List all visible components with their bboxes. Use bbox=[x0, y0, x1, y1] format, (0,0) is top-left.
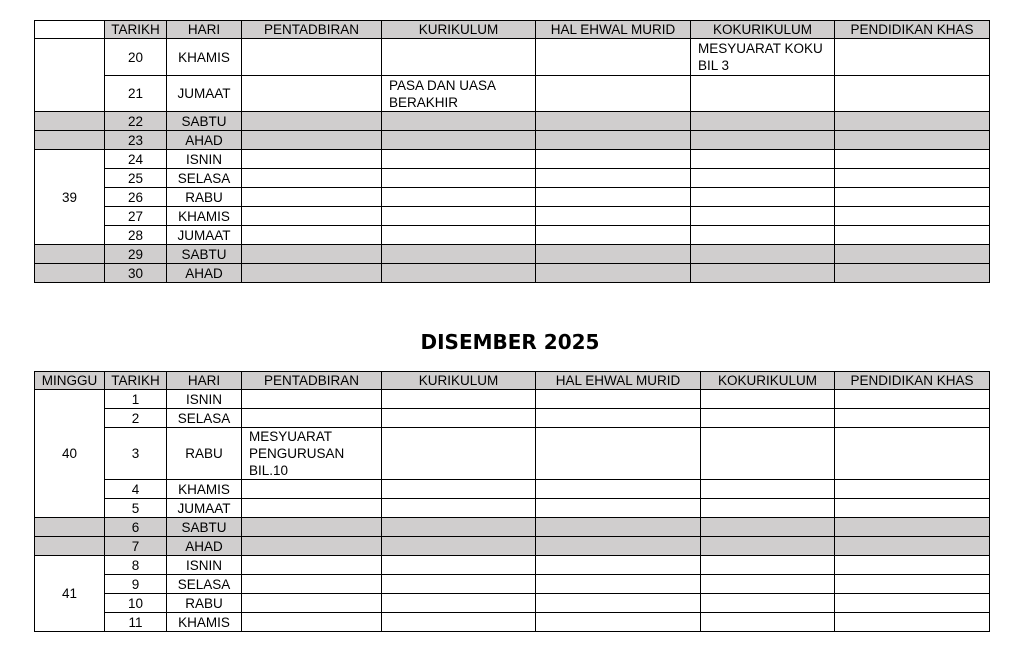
pk-cell bbox=[835, 39, 990, 76]
hari-cell: RABU bbox=[167, 594, 242, 613]
tarikh-cell: 28 bbox=[105, 226, 167, 245]
pentadbiran-cell bbox=[242, 39, 382, 76]
week-cell bbox=[35, 264, 105, 283]
hari-cell: JUMAAT bbox=[167, 226, 242, 245]
table-row bbox=[35, 188, 990, 207]
table-row bbox=[35, 150, 990, 169]
col-minggu-header: MINGGU bbox=[35, 372, 105, 390]
hari-cell: SABTU bbox=[167, 245, 242, 264]
table-row bbox=[35, 245, 990, 264]
table-row bbox=[35, 613, 990, 632]
hari-cell: ISNIN bbox=[167, 556, 242, 575]
hari-cell: SABTU bbox=[167, 112, 242, 131]
table-row bbox=[35, 518, 990, 537]
hari-cell: RABU bbox=[167, 428, 242, 480]
tarikh-cell: 2 bbox=[105, 409, 167, 428]
kurikulum-cell bbox=[382, 39, 536, 76]
hari-cell: JUMAAT bbox=[167, 76, 242, 112]
table-row bbox=[35, 575, 990, 594]
hari-cell: KHAMIS bbox=[167, 207, 242, 226]
tarikh-cell: 30 bbox=[105, 264, 167, 283]
col-pk-header: PENDIDIKAN KHAS bbox=[835, 21, 990, 39]
tarikh-cell: 1 bbox=[105, 390, 167, 409]
tarikh-cell: 21 bbox=[105, 76, 167, 112]
week-number-cell: 40 bbox=[35, 390, 105, 518]
tarikh-cell: 27 bbox=[105, 207, 167, 226]
table-row bbox=[35, 428, 990, 480]
table-row bbox=[35, 264, 990, 283]
hari-cell: ISNIN bbox=[167, 150, 242, 169]
col-pentadbiran-header: PENTADBIRAN bbox=[242, 21, 382, 39]
tarikh-cell: 26 bbox=[105, 188, 167, 207]
tarikh-cell: 5 bbox=[105, 499, 167, 518]
month-title: DISEMBER 2025 bbox=[420, 330, 600, 354]
table-row bbox=[35, 537, 990, 556]
table-row bbox=[35, 499, 990, 518]
hari-cell: AHAD bbox=[167, 264, 242, 283]
week-number-cell: 41 bbox=[35, 556, 105, 632]
pentadbiran-cell bbox=[242, 76, 382, 112]
table-row bbox=[35, 76, 990, 112]
table-row bbox=[35, 169, 990, 188]
week-cell bbox=[35, 131, 105, 150]
hari-cell: JUMAAT bbox=[167, 499, 242, 518]
november-schedule-table bbox=[34, 20, 990, 283]
tarikh-cell: 4 bbox=[105, 480, 167, 499]
col-koku-header: KOKURIKULUM bbox=[691, 21, 835, 39]
table-row bbox=[35, 207, 990, 226]
col-koku-header: KOKURIKULUM bbox=[701, 372, 835, 390]
tarikh-cell: 9 bbox=[105, 575, 167, 594]
hari-cell: AHAD bbox=[167, 537, 242, 556]
tarikh-cell: 3 bbox=[105, 428, 167, 480]
tarikh-cell: 10 bbox=[105, 594, 167, 613]
koku-cell bbox=[691, 76, 835, 112]
col-kurikulum-header: KURIKULUM bbox=[382, 372, 536, 390]
col-hari-header: HARI bbox=[167, 372, 242, 390]
tarikh-cell: 8 bbox=[105, 556, 167, 575]
table-row bbox=[35, 390, 990, 409]
tarikh-cell: 7 bbox=[105, 537, 167, 556]
col-kurikulum-header: KURIKULUM bbox=[382, 21, 536, 39]
hem-cell bbox=[536, 39, 691, 76]
col-hem-header: HAL EHWAL MURID bbox=[536, 372, 701, 390]
week-cell bbox=[35, 245, 105, 264]
koku-cell: MESYUARAT KOKU BIL 3 bbox=[691, 39, 835, 76]
tarikh-cell: 6 bbox=[105, 518, 167, 537]
table-row bbox=[35, 39, 990, 76]
kurikulum-cell: PASA DAN UASA BERAKHIR bbox=[382, 76, 536, 112]
hari-cell: KHAMIS bbox=[167, 613, 242, 632]
tarikh-cell: 22 bbox=[105, 112, 167, 131]
col-pk-header: PENDIDIKAN KHAS bbox=[835, 372, 990, 390]
pentadbiran-cell: MESYUARAT PENGURUSAN BIL.10 bbox=[242, 428, 382, 480]
week-cell bbox=[35, 112, 105, 131]
hari-cell: AHAD bbox=[167, 131, 242, 150]
week-cell bbox=[35, 537, 105, 556]
col-tarikh-header: TARIKH bbox=[105, 21, 167, 39]
tarikh-cell: 20 bbox=[105, 39, 167, 76]
hari-cell: KHAMIS bbox=[167, 480, 242, 499]
col-tarikh-header: TARIKH bbox=[105, 372, 167, 390]
col-minggu-header bbox=[35, 21, 105, 39]
col-hem-header: HAL EHWAL MURID bbox=[536, 21, 691, 39]
table-row bbox=[35, 409, 990, 428]
hari-cell: SABTU bbox=[167, 518, 242, 537]
col-pentadbiran-header: PENTADBIRAN bbox=[242, 372, 382, 390]
table-row bbox=[35, 226, 990, 245]
tarikh-cell: 11 bbox=[105, 613, 167, 632]
tarikh-cell: 29 bbox=[105, 245, 167, 264]
header-row bbox=[35, 372, 990, 390]
december-schedule-table bbox=[34, 371, 990, 632]
tarikh-cell: 25 bbox=[105, 169, 167, 188]
header-row bbox=[35, 21, 990, 39]
hari-cell: ISNIN bbox=[167, 390, 242, 409]
hari-cell: SELASA bbox=[167, 409, 242, 428]
table-row bbox=[35, 112, 990, 131]
hem-cell bbox=[536, 76, 691, 112]
hari-cell: KHAMIS bbox=[167, 39, 242, 76]
hari-cell: SELASA bbox=[167, 169, 242, 188]
week-cell bbox=[35, 39, 105, 112]
tarikh-cell: 24 bbox=[105, 150, 167, 169]
pk-cell bbox=[835, 76, 990, 112]
hari-cell: RABU bbox=[167, 188, 242, 207]
tarikh-cell: 23 bbox=[105, 131, 167, 150]
table-row bbox=[35, 480, 990, 499]
week-number-cell: 39 bbox=[35, 150, 105, 245]
table-row bbox=[35, 556, 990, 575]
hari-cell: SELASA bbox=[167, 575, 242, 594]
col-hari-header: HARI bbox=[167, 21, 242, 39]
table-row bbox=[35, 594, 990, 613]
week-cell bbox=[35, 518, 105, 537]
table-row bbox=[35, 131, 990, 150]
